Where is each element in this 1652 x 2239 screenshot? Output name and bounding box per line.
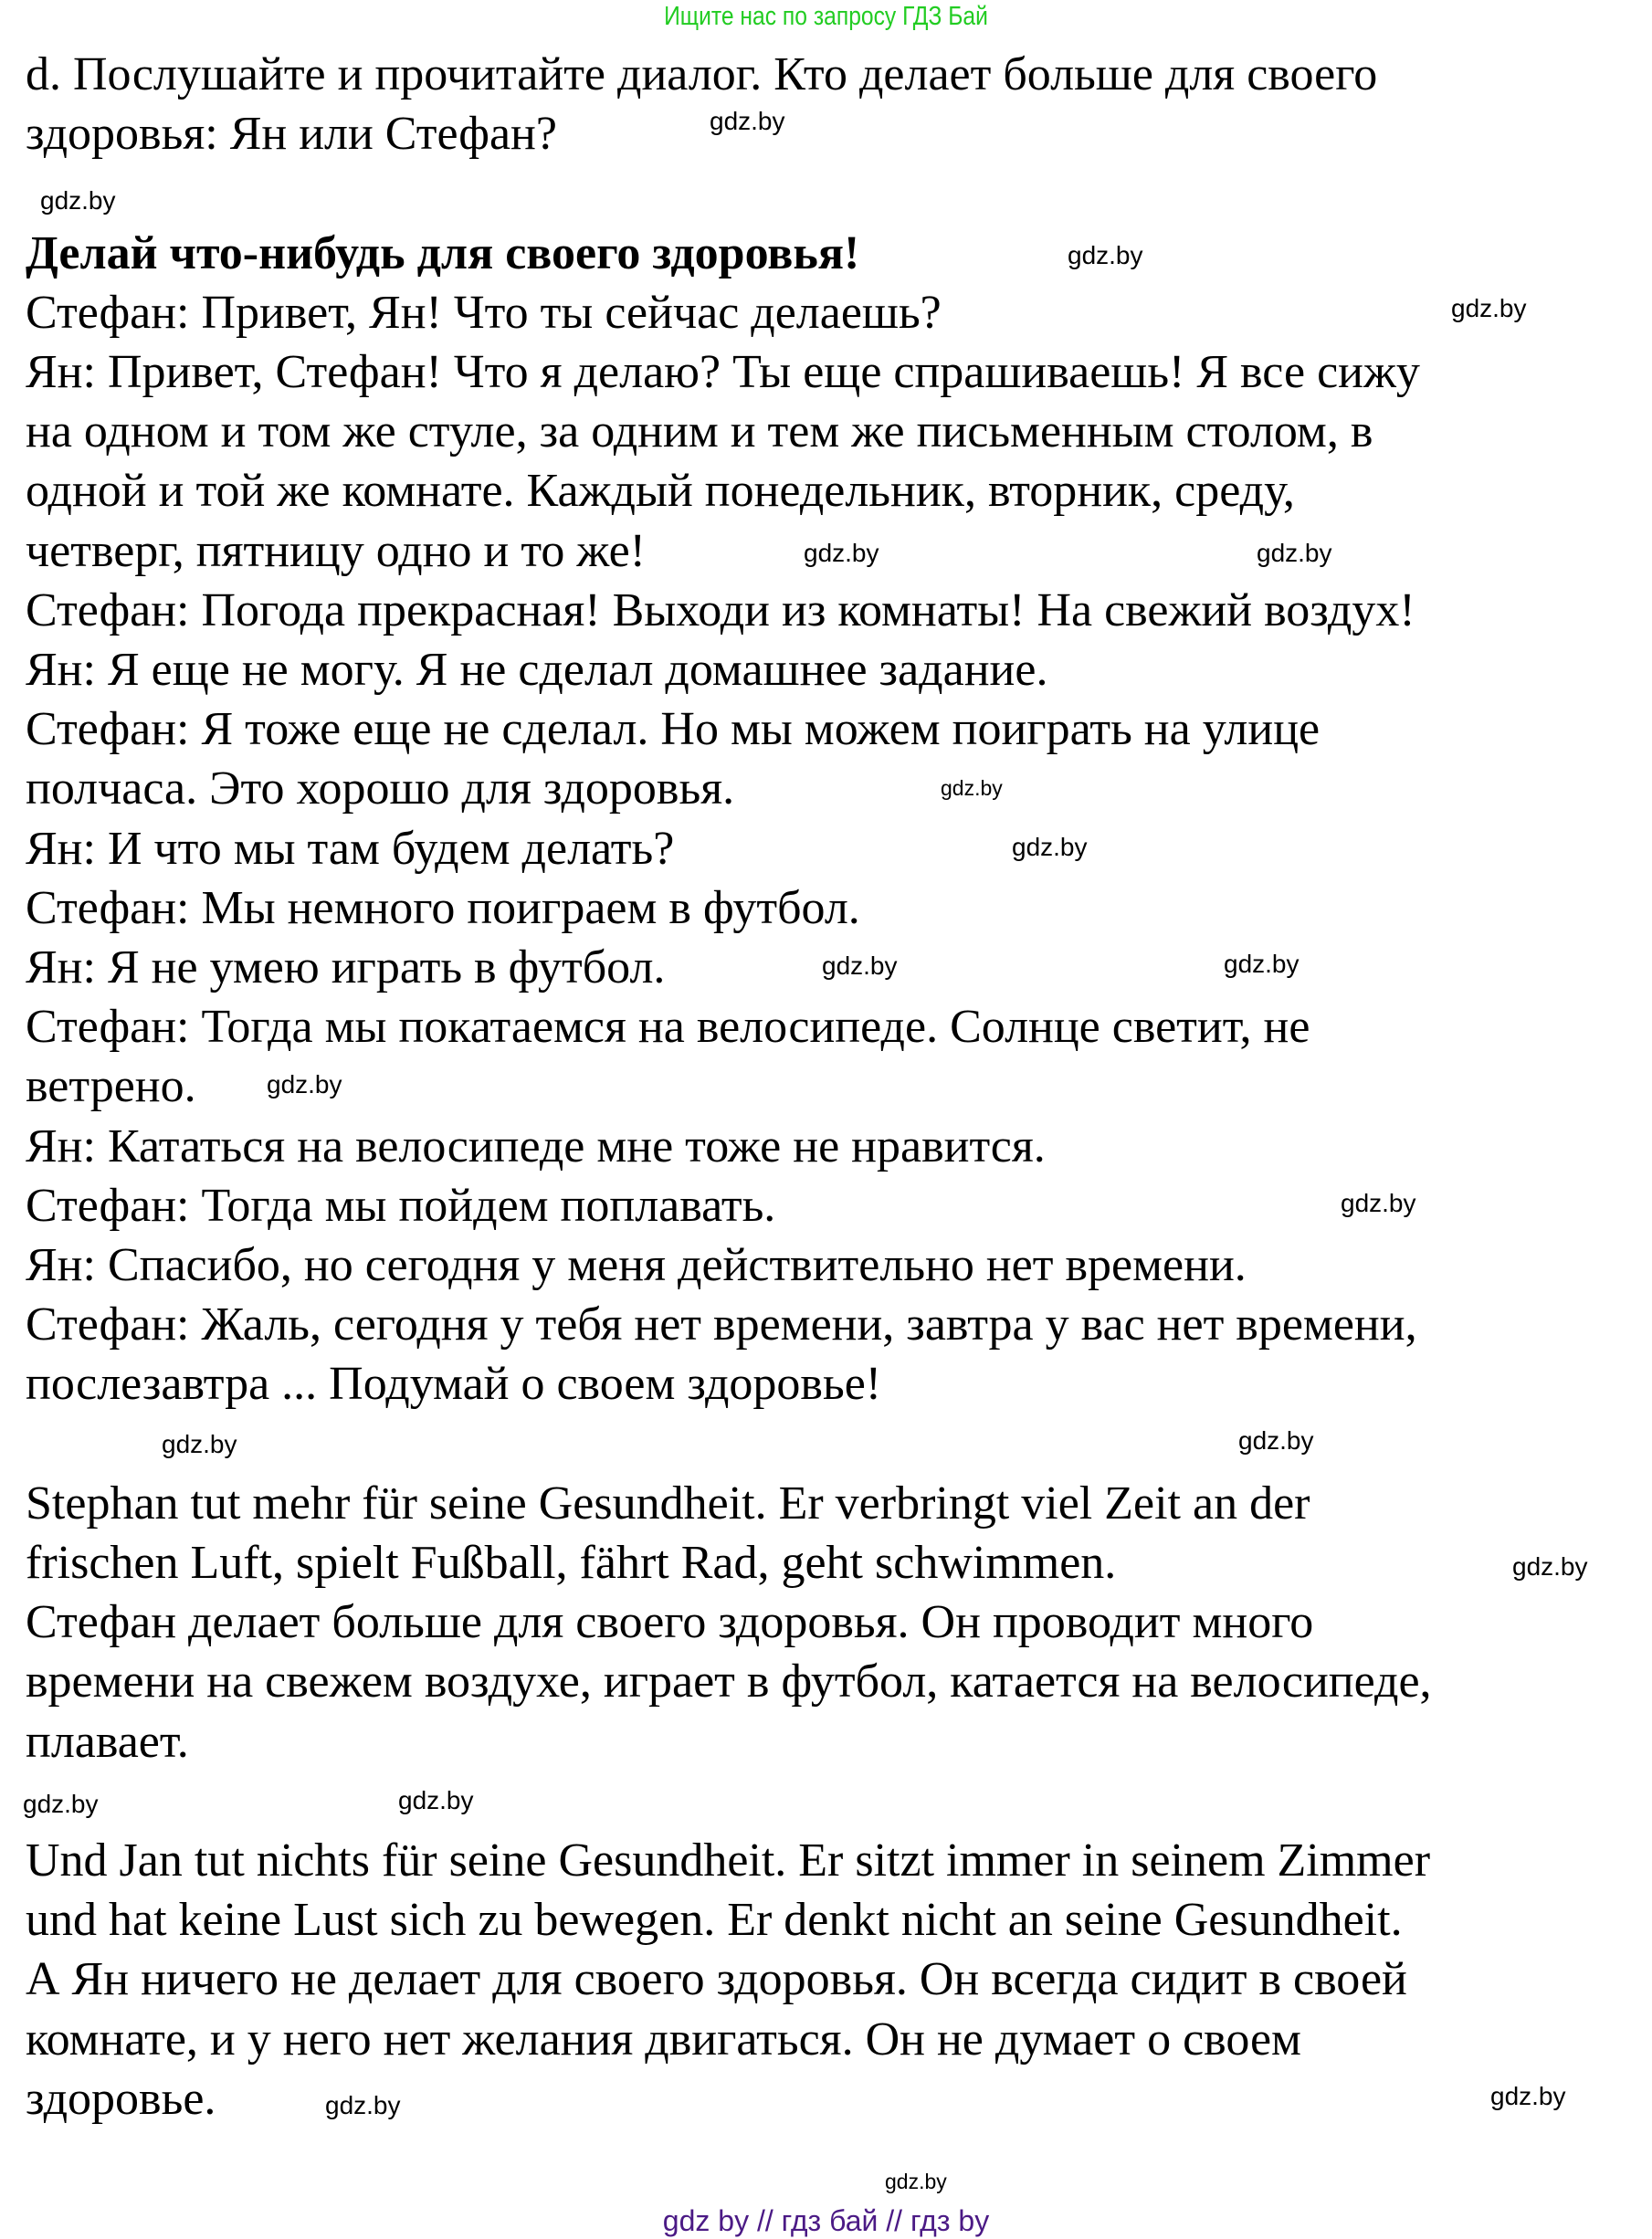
dialog-line: Ян: Я еще не могу. Я не сделал домашнее задание. xyxy=(26,644,1048,697)
dialog-line: Ян: Я не умею играть в футбол. xyxy=(26,941,666,994)
answer-line: плавает. xyxy=(26,1715,189,1768)
watermark: gdz.by xyxy=(1451,294,1527,322)
answer-line: Стефан делает больше для своего здоровья. Он проводит много xyxy=(26,1596,1314,1649)
watermark: gdz.by xyxy=(23,1790,99,1818)
watermark: gdz.by xyxy=(1512,1552,1588,1581)
watermark: gdz.by xyxy=(885,2170,947,2193)
watermark: gdz.by xyxy=(1341,1189,1416,1217)
search-hint-banner: Ищите нас по запросу ГДЗ Бай xyxy=(664,2,988,31)
dialog-line: на одном и том же стуле, за одним и тем же письменным столом, в xyxy=(26,405,1373,458)
task-instruction: d. Послушайте и прочитайте диалог. Кто делает больше для своего xyxy=(26,48,1378,100)
dialog-line: Стефан: Привет, Ян! Что ты сейчас делаешь? xyxy=(26,286,942,339)
watermark: gdz.by xyxy=(162,1430,237,1458)
watermark: gdz.by xyxy=(1012,833,1088,861)
watermark: gdz.by xyxy=(804,539,879,567)
watermark: gdz.by xyxy=(710,107,785,135)
answer-line: времени на свежем воздухе, играет в футбол, катается на велосипеде, xyxy=(26,1656,1432,1708)
dialog-line: Стефан: Тогда мы пойдем поплавать. xyxy=(26,1179,776,1232)
answer-line: Stephan tut mehr für seine Gesundheit. Er verbringt viel Zeit an der xyxy=(26,1477,1310,1529)
dialog-line: Стефан: Я тоже еще не сделал. Но мы можем поиграть на улице xyxy=(26,703,1321,756)
answer-line: frischen Luft, spielt Fußball, fährt Rad, geht schwimmen. xyxy=(26,1537,1117,1590)
answer-line: und hat keine Lust sich zu bewegen. Er denkt nicht an seine Gesundheit. xyxy=(26,1894,1403,1947)
footer-links: gdz by // гдз бай // гдз by xyxy=(662,2204,990,2237)
watermark: gdz.by xyxy=(1224,950,1300,978)
dialog-line: одной и той же комнате. Каждый понедельник, вторник, среду, xyxy=(26,465,1295,518)
dialog-line: послезавтра ... Подумай о своем здоровье! xyxy=(26,1358,882,1411)
dialog-line: ветрено. xyxy=(26,1060,196,1113)
answer-line: комнате, и у него нет желания двигаться. Он не думает о своем xyxy=(26,2013,1301,2066)
dialog-line: Ян: Спасибо, но сегодня у меня действительно нет времени. xyxy=(26,1239,1247,1292)
exercise-text xyxy=(26,45,1432,2129)
answer-line: здоровье. xyxy=(26,2072,216,2125)
dialog-line: четверг, пятницу одно и то же! xyxy=(26,524,646,577)
watermark: gdz.by xyxy=(267,1070,342,1098)
dialog-line: Ян: Кататься на велосипеде мне тоже не нравится. xyxy=(26,1120,1046,1172)
answer-line: А Ян ничего не делает для своего здоровья. Он всегда сидит в своей xyxy=(26,1953,1407,2006)
dialog-title: Делай что-нибудь для своего здоровья! xyxy=(26,226,860,279)
watermark: gdz.by xyxy=(1238,1426,1314,1455)
watermark: gdz.by xyxy=(1068,241,1143,269)
task-instruction: здоровья: Ян или Стефан? xyxy=(26,108,557,161)
watermark: gdz.by xyxy=(1257,539,1332,567)
dialog-line: Ян: Привет, Стефан! Что я делаю? Ты еще спрашиваешь! Я все сижу xyxy=(26,346,1420,398)
watermark: gdz.by xyxy=(822,951,898,980)
dialog-line: Стефан: Мы немного поиграем в футбол. xyxy=(26,881,860,934)
dialog-line: Стефан: Тогда мы покатаемся на велосипеде. Солнце светит, не xyxy=(26,1001,1310,1054)
dialog-line: Ян: И что мы там будем делать? xyxy=(26,822,675,875)
watermark: gdz.by xyxy=(325,2091,401,2119)
answer-line: Und Jan tut nichts für seine Gesundheit. Er sitzt immer in seinem Zimmer xyxy=(26,1834,1431,1887)
watermark: gdz.by xyxy=(398,1786,474,1814)
dialog-line: Стефан: Погода прекрасная! Выходи из комнаты! На свежий воздух! xyxy=(26,583,1415,636)
watermark: gdz.by xyxy=(40,186,116,215)
dialog-line: полчаса. Это хорошо для здоровья. xyxy=(26,762,735,815)
watermark: gdz.by xyxy=(1490,2082,1566,2110)
watermark: gdz.by xyxy=(941,776,1003,800)
dialog-line: Стефан: Жаль, сегодня у тебя нет времени, завтра у вас нет времени, xyxy=(26,1298,1417,1351)
